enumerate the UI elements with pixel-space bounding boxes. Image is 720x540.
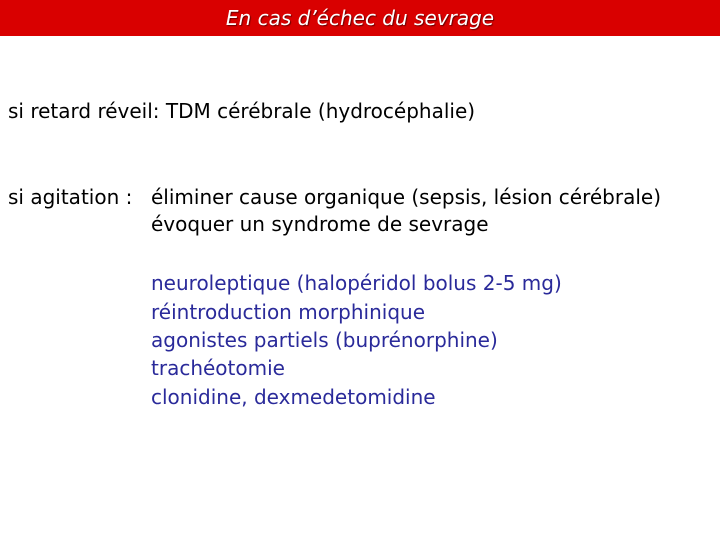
agitation-item-1: éliminer cause organique (sepsis, lésion cérébrale): [151, 185, 662, 209]
agitation-prefix: si agitation :: [8, 185, 133, 209]
treatment-item-5: clonidine, dexmedetomidine: [151, 385, 436, 409]
slide-title: En cas d’échec du sevrage: [225, 6, 495, 30]
treatment-item-3: agonistes partiels (buprénorphine): [151, 328, 498, 352]
treatment-item-4: trachéotomie: [151, 356, 285, 380]
retard-line: si retard réveil: TDM cérébrale (hydrocéphalie): [8, 99, 476, 123]
treatment-item-2: réintroduction morphinique: [151, 300, 425, 324]
agitation-item-2: évoquer un syndrome de sevrage: [151, 212, 489, 236]
treatment-item-1: neuroleptique (halopéridol bolus 2-5 mg): [151, 271, 562, 295]
